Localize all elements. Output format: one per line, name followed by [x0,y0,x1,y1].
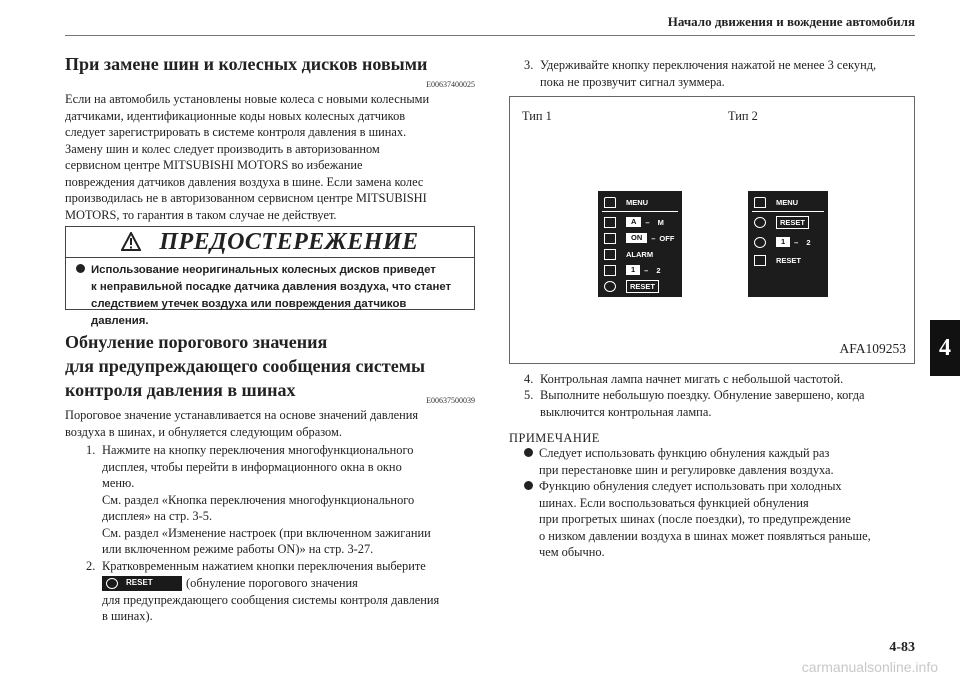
body-line: производилась не в авторизованном сервисном центре MITSUBISHI [65,191,427,205]
alarm-label: ALARM [626,249,654,259]
tire-pressure-icon [754,217,766,228]
menu-label: MENU [626,197,649,207]
tire-pressure-icon [754,237,766,248]
step-line: дисплея» на стр. 3-5. [102,509,213,523]
option-alt: M [657,217,664,227]
tire-pressure-icon [106,578,118,589]
reset-label: RESET [626,280,659,293]
step-number: 5. [524,388,534,402]
reset-label: RESET [126,577,153,587]
step-line: или включенном режиме работы ON)» на стр. 3-27. [102,542,374,556]
step-line: Удерживайте кнопку переключения нажатой не менее 3 секунд, [540,58,877,72]
option-alt: 2 [806,237,811,247]
section-code: E00637500039 [426,396,475,405]
section-code: E00637400025 [426,80,475,89]
clock-icon [604,217,616,228]
step-number: 4. [524,372,534,386]
reset-button-image [102,576,182,591]
body-line: датчиками, идентификационные коды новых колесных датчиков [65,108,406,123]
step2-text [102,558,482,625]
arrows-icon [604,265,616,276]
road-icon [754,255,766,266]
bullet-icon [524,481,533,490]
step-line: Кратковременным нажатием кнопки переключения выберите [102,559,426,573]
note-line: при прогретых шинах (после поездки), то предупреждение [539,512,851,526]
note-line: Следует использовать функцию обнуления каждый раз [539,446,830,460]
note-body [524,445,924,561]
title-line: для предупреждающего сообщения системы [65,356,426,376]
reset-label: RESET [776,216,809,229]
step-line: Выполните небольшую поездку. Обнуление завершено, когда [540,388,865,402]
warning-body [76,262,466,330]
body-line: Если на автомобиль установлены новые колеса с новыми колесными [65,92,430,106]
dash: – [651,233,656,243]
dash: – [645,217,650,227]
note-line: чем обычно. [539,545,605,559]
step-line: в шинах). [102,609,153,623]
step-number: 3. [524,58,534,72]
option-chip: ON [626,233,647,243]
warning-line: к неправильной посадке датчика давления воздуха, что станет [91,281,452,293]
title-line: контроля давления в шинах [65,380,296,400]
bullet-icon [524,448,533,457]
running-header: Начало движения и вождение автомобиля [667,14,915,29]
step-line: дисплея, чтобы перейти в информационного окна в окно [102,459,402,474]
page-number: 4-83 [889,640,915,655]
step-line: См. раздел «Кнопка переключения многофункционального [102,492,415,507]
section-title-reset-threshold [65,330,425,402]
warning-line: следствием утечек воздуха или повреждения датчиков давления. [91,298,407,327]
bullet-icon [76,264,85,273]
menu-label: MENU [776,197,799,207]
warning-line: Использование неоригинальных колесных дисков приведет [91,264,436,276]
body-line: сервисном центре MITSUBISHI MOTORS во избежание [65,158,363,172]
section-tab: 4 [930,320,960,376]
type2-display [748,191,828,297]
step5-text [540,387,920,420]
step-number: 2. [86,559,96,573]
option-chip: 1 [626,265,640,275]
section-title-tire-replacement: При замене шин и колесных дисков новыми [65,54,428,74]
reset-label: RESET [776,255,802,265]
option-alt: OFF [659,233,675,243]
step1-text [102,442,482,558]
body-line: следует зарегистрировать в системе контроля давления в шинах. [65,125,407,139]
step-line: (обнуление порогового значения [186,575,358,590]
body-line: Замену шин и колес следует производить в авторизованном [65,141,380,156]
note-line: о низком давлении воздуха в шинах может появляться раньше, [539,528,871,543]
dash: – [794,237,799,247]
type1-label: Тип 1 [522,109,552,123]
sound-icon [604,233,616,244]
step-line: См. раздел «Изменение настроек (при включенном зажигании [102,525,431,540]
step-line: для предупреждающего сообщения системы контроля давления [102,592,440,607]
option-alt: 2 [656,265,661,275]
type1-display [598,191,682,297]
menu-icon [604,197,616,208]
note-title: ПРИМЕЧАНИЕ [509,431,600,445]
warning-box [65,226,475,327]
note-line: при перестановке шин и регулировке давления воздуха. [539,462,834,477]
step-line: пока не прозвучит сигнал зуммера. [540,74,725,89]
display-figure [509,96,915,364]
body-line: MOTORS, то гарантия в таком случае не действует. [65,207,337,222]
alarm-icon [604,249,616,260]
header-rule [65,35,915,36]
option-chip: 1 [776,237,790,247]
warning-title: ПРЕДОСТЕРЕЖЕНИЕ [159,228,419,255]
option-chip: A [626,217,641,227]
tire-pressure-icon [604,281,616,292]
step-line: Нажмите на кнопку переключения многофункционального [102,443,414,457]
body-line: воздуха в шинах, и обнуляется следующим образом. [65,424,342,439]
menu-icon [754,197,766,208]
watermark: carmanualsonline.info [801,659,938,675]
section1-body [65,91,485,223]
type2-label: Тип 2 [728,109,758,123]
step3-text [540,57,920,90]
figure-code: AFA109253 [839,341,906,356]
step-line: выключится контрольная лампа. [540,404,712,419]
body-line: Пороговое значение устанавливается на основе значений давления [65,408,419,422]
step4-text [540,371,920,388]
title-line: Обнуление порогового значения [65,332,328,352]
warning-title-bar [66,227,474,258]
dash: – [644,265,649,275]
body-line: повреждения датчиков давления воздуха в шине. Если замена колес [65,174,424,189]
step-line: Контрольная лампа начнет мигать с небольшой частотой. [540,372,844,386]
warning-triangle-icon [121,232,141,252]
section2-intro [65,407,485,440]
note-line: Функцию обнуления следует использовать при холодных [539,479,842,493]
step-line: меню. [102,476,135,490]
step-number: 1. [86,443,96,457]
note-line: шинах. Если воспользоваться функцией обнуления [539,495,809,510]
